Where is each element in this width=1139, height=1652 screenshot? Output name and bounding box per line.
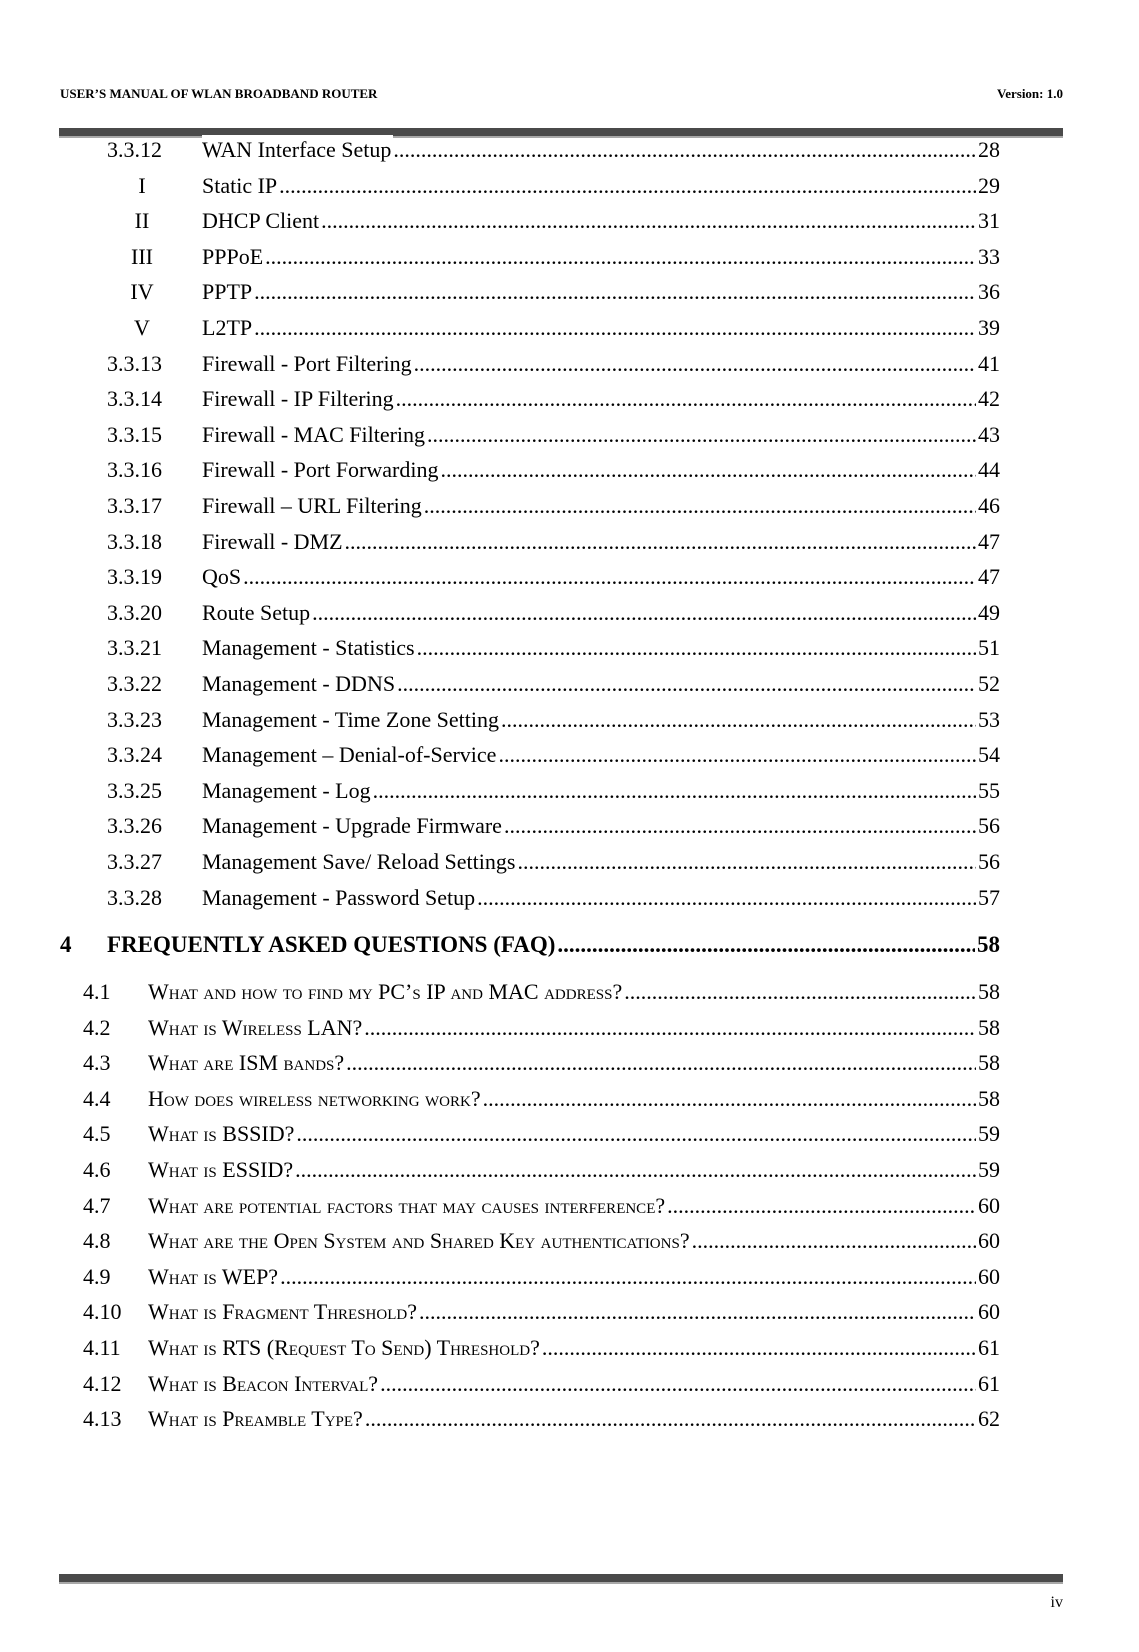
entry-number: 3.3.27 <box>107 849 162 874</box>
entry-page-number: 29 <box>978 173 1000 198</box>
entry-number: 3.3.23 <box>107 707 162 732</box>
toc-faq-entry[interactable] <box>83 1297 1000 1327</box>
entry-number: 4.1 <box>83 979 111 1004</box>
dot-leader <box>498 740 976 770</box>
entry-title: What is Fragment Threshold? <box>148 1297 419 1327</box>
entry-title: QoS <box>202 562 243 592</box>
entry-number: IV <box>130 279 154 304</box>
entry-number: 4.12 <box>83 1371 122 1396</box>
entry-title: Management Save/ Reload Settings <box>202 847 517 877</box>
entry-page-number: 58 <box>978 1015 1000 1040</box>
entry-page-number: 42 <box>978 386 1000 411</box>
footer-rule <box>59 1574 1063 1584</box>
entry-number: 4.10 <box>83 1299 122 1324</box>
entry-page-number: 56 <box>978 813 1000 838</box>
dot-leader <box>280 1262 976 1292</box>
entry-page-number: 61 <box>978 1335 1000 1360</box>
entry-title: FREQUENTLY ASKED QUESTIONS (FAQ) <box>107 930 557 960</box>
entry-number: 3.3.14 <box>107 386 162 411</box>
entry-number: V <box>134 315 150 340</box>
entry-title: Management - Log <box>202 776 373 806</box>
dot-leader <box>692 1226 976 1256</box>
toc-faq-entry[interactable] <box>83 1119 1000 1149</box>
entry-page-number: 60 <box>978 1193 1000 1218</box>
entry-number: 3.3.18 <box>107 529 162 554</box>
entry-page-number: 55 <box>978 778 1000 803</box>
dot-leader <box>364 1013 976 1043</box>
toc-entry[interactable] <box>107 847 1000 877</box>
entry-title: Management - Password Setup <box>202 883 477 913</box>
dot-leader <box>504 811 976 841</box>
entry-title: Management - Upgrade Firmware <box>202 811 504 841</box>
entry-page-number: 58 <box>977 932 1000 957</box>
dot-leader <box>254 313 976 343</box>
entry-page-number: 56 <box>978 849 1000 874</box>
entry-number: 3.3.20 <box>107 600 162 625</box>
dot-leader <box>254 277 976 307</box>
toc-entry[interactable] <box>122 242 1000 272</box>
dot-leader <box>279 171 976 201</box>
dot-leader <box>265 242 976 272</box>
entry-number: I <box>138 173 146 198</box>
toc-faq-entry[interactable] <box>83 1048 1000 1078</box>
entry-number: 3.3.28 <box>107 885 162 910</box>
toc-entry[interactable] <box>107 562 1000 592</box>
entry-title: L2TP <box>202 313 254 343</box>
entry-title: Firewall - MAC Filtering <box>202 420 427 450</box>
toc-faq-entry[interactable] <box>83 1084 1000 1114</box>
entry-number: 4.3 <box>83 1050 111 1075</box>
dot-leader <box>380 1369 976 1399</box>
entry-page-number: 49 <box>978 600 1000 625</box>
entry-number: 4.7 <box>83 1193 111 1218</box>
entry-title: DHCP Client <box>202 206 321 236</box>
dot-leader <box>295 1155 976 1185</box>
toc-entry[interactable] <box>107 455 1000 485</box>
toc-entry[interactable] <box>122 206 1000 236</box>
entry-page-number: 44 <box>978 457 1000 482</box>
entry-number: 3.3.19 <box>107 564 162 589</box>
entry-number: 4.4 <box>83 1086 111 1111</box>
entry-page-number: 47 <box>978 529 1000 554</box>
entry-page-number: 54 <box>978 742 1000 767</box>
toc-entry[interactable] <box>122 313 1000 343</box>
dot-leader <box>419 1297 976 1327</box>
entry-title: Firewall - IP Filtering <box>202 384 396 414</box>
entry-page-number: 59 <box>978 1157 1000 1182</box>
page-number: iv <box>1050 1594 1063 1611</box>
entry-page-number: 59 <box>978 1121 1000 1146</box>
entry-number: 3.3.21 <box>107 635 162 660</box>
toc-entry[interactable] <box>107 811 1000 841</box>
entry-number: III <box>131 244 153 269</box>
toc-entry[interactable] <box>107 349 1000 379</box>
dot-leader <box>296 1119 976 1149</box>
toc-entry[interactable] <box>122 277 1000 307</box>
dot-leader <box>393 135 976 165</box>
toc-entry[interactable] <box>107 384 1000 414</box>
toc-entry[interactable] <box>107 598 1000 628</box>
dot-leader <box>373 776 976 806</box>
toc-faq-entry[interactable] <box>83 1013 1000 1043</box>
entry-page-number: 41 <box>978 351 1000 376</box>
dot-leader <box>312 598 976 628</box>
toc-entry[interactable] <box>107 669 1000 699</box>
entry-number: 4.2 <box>83 1015 111 1040</box>
dot-leader <box>517 847 976 877</box>
toc-entry[interactable] <box>122 171 1000 201</box>
entry-title: Management - Statistics <box>202 633 417 663</box>
entry-number: 4.13 <box>83 1406 122 1431</box>
toc-entry[interactable] <box>107 135 1000 165</box>
toc-entry[interactable] <box>107 420 1000 450</box>
entry-page-number: 58 <box>978 979 1000 1004</box>
toc-entry[interactable] <box>107 491 1000 521</box>
dot-leader <box>667 1191 976 1221</box>
entry-page-number: 62 <box>978 1406 1000 1431</box>
entry-page-number: 58 <box>978 1086 1000 1111</box>
entry-number: 4 <box>60 932 72 957</box>
toc-entry[interactable] <box>107 776 1000 806</box>
entry-title: What is BSSID? <box>148 1119 296 1149</box>
entry-title: What is Preamble Type? <box>148 1404 365 1434</box>
entry-number: 3.3.22 <box>107 671 162 696</box>
entry-title: Firewall - Port Forwarding <box>202 455 440 485</box>
entry-page-number: 43 <box>978 422 1000 447</box>
entry-title: What and how to find my PC’s IP and MAC address? <box>148 977 624 1007</box>
toc-faq-entry[interactable] <box>83 1262 1000 1292</box>
toc-entry[interactable] <box>107 527 1000 557</box>
dot-leader <box>440 455 976 485</box>
dot-leader <box>624 977 976 1007</box>
dot-leader <box>542 1333 976 1363</box>
entry-title: What is Wireless LAN? <box>148 1013 364 1043</box>
entry-page-number: 58 <box>978 1050 1000 1075</box>
entry-number: 4.5 <box>83 1121 111 1146</box>
entry-title: What are ISM bands? <box>148 1048 346 1078</box>
entry-title: PPPoE <box>202 242 265 272</box>
entry-number: 4.6 <box>83 1157 111 1182</box>
entry-number: II <box>134 208 150 233</box>
entry-title: How does wireless networking work? <box>148 1084 483 1114</box>
dot-leader <box>345 527 976 557</box>
toc-faq-entry[interactable] <box>83 977 1000 1007</box>
entry-title: Static IP <box>202 171 279 201</box>
dot-leader <box>557 930 975 960</box>
entry-title: What are the Open System and Shared Key authentications? <box>148 1226 692 1256</box>
entry-title: What is WEP? <box>148 1262 280 1292</box>
entry-page-number: 51 <box>978 635 1000 660</box>
entry-page-number: 60 <box>978 1264 1000 1289</box>
entry-number: 3.3.13 <box>107 351 162 376</box>
entry-title: What is RTS (Request To Send) Threshold? <box>148 1333 542 1363</box>
dot-leader <box>483 1084 976 1114</box>
entry-title: PPTP <box>202 277 254 307</box>
entry-title: Firewall – URL Filtering <box>202 491 424 521</box>
toc-faq-entry[interactable] <box>83 1404 1000 1434</box>
entry-title: Firewall - Port Filtering <box>202 349 414 379</box>
entry-number: 3.3.12 <box>107 137 162 162</box>
entry-page-number: 53 <box>978 707 1000 732</box>
dot-leader <box>501 705 976 735</box>
dot-leader <box>346 1048 976 1078</box>
entry-title: Management – Denial-of-Service <box>202 740 498 770</box>
entry-title: Management - DDNS <box>202 669 397 699</box>
dot-leader <box>396 384 976 414</box>
toc-entry[interactable] <box>107 633 1000 663</box>
dot-leader <box>414 349 976 379</box>
toc-entry[interactable] <box>107 740 1000 770</box>
toc-faq-entry[interactable] <box>83 1333 1000 1363</box>
toc-entry[interactable] <box>107 705 1000 735</box>
dot-leader <box>243 562 976 592</box>
entry-title: Management - Time Zone Setting <box>202 705 501 735</box>
entry-page-number: 57 <box>978 885 1000 910</box>
dot-leader <box>397 669 976 699</box>
entry-number: 3.3.25 <box>107 778 162 803</box>
dot-leader <box>417 633 976 663</box>
dot-leader <box>424 491 976 521</box>
entry-number: 3.3.24 <box>107 742 162 767</box>
dot-leader <box>321 206 976 236</box>
entry-page-number: 47 <box>978 564 1000 589</box>
entry-number: 3.3.17 <box>107 493 162 518</box>
header-version: Version: 1.0 <box>997 86 1063 101</box>
entry-title: What is ESSID? <box>148 1155 295 1185</box>
entry-page-number: 46 <box>978 493 1000 518</box>
entry-number: 3.3.16 <box>107 457 162 482</box>
entry-number: 4.11 <box>83 1335 121 1360</box>
toc-faq-entry[interactable] <box>83 1155 1000 1185</box>
entry-title: What is Beacon Interval? <box>148 1369 380 1399</box>
entry-page-number: 31 <box>978 208 1000 233</box>
entry-page-number: 28 <box>978 137 1000 162</box>
dot-leader <box>477 883 976 913</box>
toc-faq-entry[interactable] <box>83 1369 1000 1399</box>
entry-page-number: 33 <box>978 244 1000 269</box>
dot-leader <box>365 1404 976 1434</box>
entry-page-number: 39 <box>978 315 1000 340</box>
entry-number: 4.9 <box>83 1264 111 1289</box>
toc-entry[interactable] <box>107 883 1000 913</box>
entry-page-number: 60 <box>978 1228 1000 1253</box>
entry-title: WAN Interface Setup <box>202 135 393 165</box>
toc-faq-entry[interactable] <box>83 1226 1000 1256</box>
entry-title: What are potential factors that may causes interference? <box>148 1191 667 1221</box>
entry-number: 4.8 <box>83 1228 111 1253</box>
entry-page-number: 60 <box>978 1299 1000 1324</box>
page-header <box>60 86 1063 106</box>
header-title: USER’S MANUAL OF WLAN BROADBAND ROUTER <box>60 86 378 101</box>
entry-page-number: 61 <box>978 1371 1000 1396</box>
dot-leader <box>427 420 976 450</box>
toc-faq-entry[interactable] <box>83 1191 1000 1221</box>
entry-title: Route Setup <box>202 598 312 628</box>
entry-number: 3.3.26 <box>107 813 162 838</box>
entry-number: 3.3.15 <box>107 422 162 447</box>
entry-page-number: 36 <box>978 279 1000 304</box>
entry-page-number: 52 <box>978 671 1000 696</box>
entry-title: Firewall - DMZ <box>202 527 345 557</box>
toc-chapter[interactable] <box>60 930 1000 960</box>
